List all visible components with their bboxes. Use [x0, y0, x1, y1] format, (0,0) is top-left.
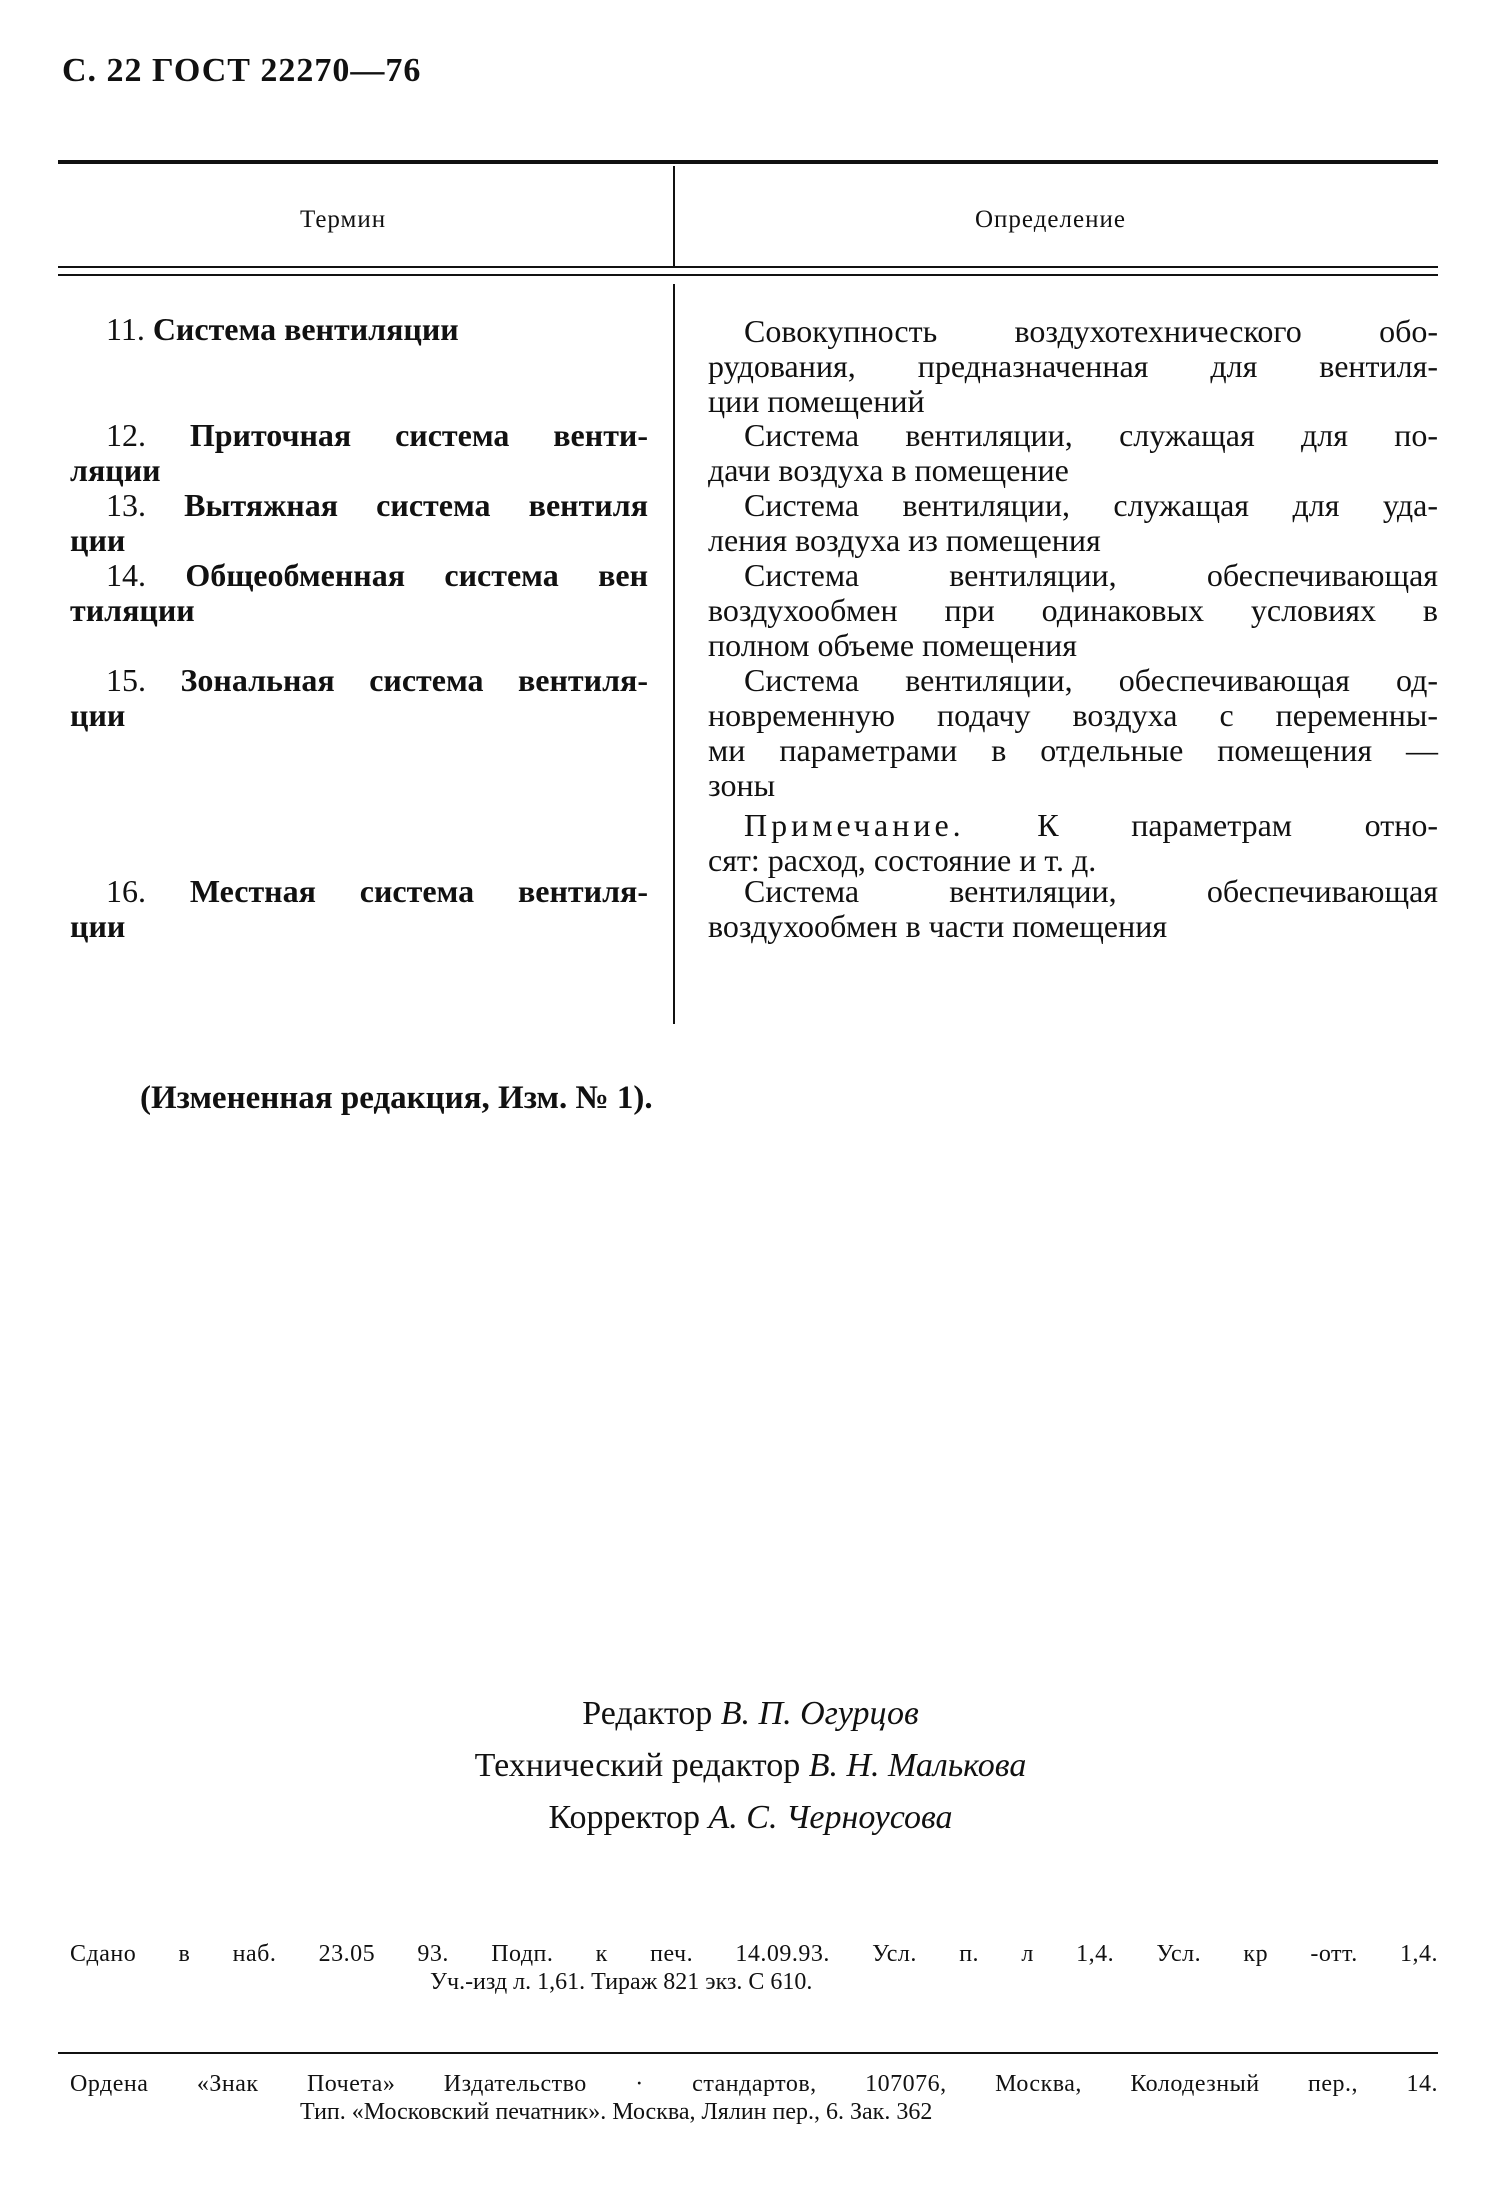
- term-number: 15.: [106, 662, 146, 698]
- table-header-rule-double: [58, 274, 1438, 276]
- term-text: Система вентиляции: [152, 311, 459, 347]
- note-label: Примечание.: [744, 807, 965, 843]
- table-top-rule: [58, 160, 1438, 164]
- term-text-cont: ляции: [70, 452, 161, 488]
- imprint-publisher: Ордена «Знак Почета» Издательство · стандартов, 107076, Москва, Колодезный пер., 14. Тип. «Московский печатник». Москва, Лялин пер., 6. Зак. 362: [70, 2071, 1438, 2125]
- term-text-cont: ции: [70, 697, 126, 733]
- term-text-cont: тиляции: [70, 592, 195, 628]
- term-text: Приточная система венти-: [189, 417, 648, 453]
- term-number: 11.: [106, 311, 145, 347]
- definition-16: Система вентиляции, обеспечивающая воздухообмен в части помещения: [708, 873, 1438, 944]
- credit-editor: Редактор В. П. Огурцов: [582, 1695, 919, 1732]
- term-text: Зональная система вентиля-: [180, 662, 649, 698]
- column-header-term: Термин: [300, 206, 387, 233]
- imprint-rule: [58, 2052, 1438, 2054]
- table-body-divider: [673, 284, 675, 1024]
- term-text-cont: ции: [70, 908, 126, 944]
- term-text: Вытяжная система вентиля: [184, 487, 648, 523]
- page-header: С. 22 ГОСТ 22270—76: [62, 52, 422, 89]
- term-12: [70, 418, 648, 488]
- term-number: 14.: [106, 557, 146, 593]
- term-number: 16.: [106, 873, 146, 909]
- term-number: 13.: [106, 487, 146, 523]
- term-13: [70, 488, 648, 558]
- term-text: Местная система вентиля-: [189, 873, 649, 909]
- credit-technical-editor: Технический редактор В. Н. Малькова: [474, 1747, 1027, 1784]
- term-11: [70, 312, 648, 347]
- definition-13: Система вентиляции, служащая для уда- ления воздуха из помещения: [708, 487, 1438, 558]
- definition-14: Система вентиляции, обеспечивающая воздухообмен при одинаковых условиях в полном объеме помещения: [708, 557, 1438, 663]
- definition-15-note: Примечание. К параметрам отно- сят: расход, состояние и т. д.: [708, 807, 1439, 878]
- term-text-cont: ции: [70, 522, 126, 558]
- credit-proofreader: Корректор А. С. Черноусова: [548, 1799, 953, 1836]
- definition-12: Система вентиляции, служащая для по- дачи воздуха в помещение: [708, 417, 1438, 488]
- column-header-definition: Определение: [975, 206, 1126, 233]
- revision-note: (Измененная редакция, Изм. № 1).: [140, 1080, 653, 1116]
- term-16: [70, 874, 648, 944]
- imprint-print-details: Сдано в наб. 23.05 93. Подп. к печ. 14.09.93. Усл. п. л 1,4. Усл. кр -отт. 1,4. Уч.-изд л. 1,61. Тираж 821 экз. С 610.: [70, 1941, 1438, 1995]
- term-number: 12.: [106, 417, 146, 453]
- term-15: [70, 663, 648, 733]
- table-header-divider: [673, 166, 675, 266]
- credits-block: [0, 1688, 1501, 1844]
- definition-11: Совокупность воздухотехнического обо- рудования, предназначенная для вентиля- ции помещений: [708, 313, 1438, 419]
- term-text: Общеобменная система вен: [185, 557, 648, 593]
- term-14: [70, 558, 648, 628]
- table-header-rule: [58, 266, 1438, 268]
- definition-15: Система вентиляции, обеспечивающая од- новременную подачу воздуха с переменны- ми параметрами в отдельные помещения — зоны: [708, 662, 1438, 803]
